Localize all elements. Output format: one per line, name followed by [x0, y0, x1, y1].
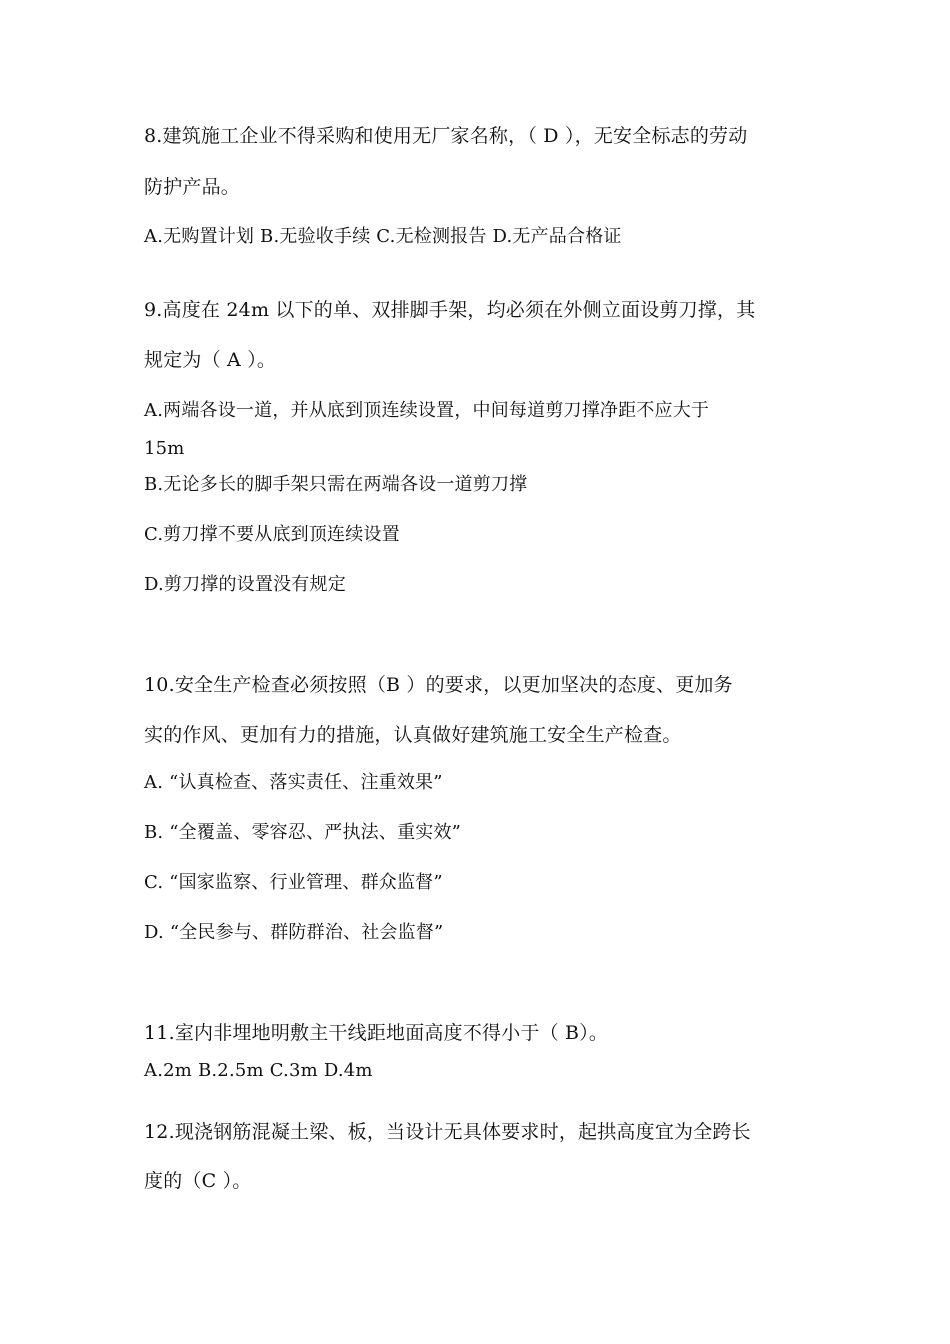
question-9-option-c: C.剪刀撑不要从底到顶连续设置 [144, 524, 400, 545]
question-9-option-d: D.剪刀撑的设置没有规定 [144, 574, 346, 595]
question-10-option-c: C. “国家监察、行业管理、群众监督” [144, 872, 443, 893]
question-12-stem-line-1: 12.现浇钢筋混凝土梁、板，当设计无具体要求时，起拱高度宜为全跨长 [144, 1121, 751, 1143]
question-9-option-a-cont: 15m [144, 438, 185, 459]
question-8-options: A.无购置计划 B.无验收手续 C.无检测报告 D.无产品合格证 [144, 226, 622, 247]
question-10-option-b: B. “全覆盖、零容忍、严执法、重实效” [144, 822, 462, 843]
question-10-stem-line-1: 10.安全生产检查必须按照（B ）的要求，以更加坚决的态度、更加务 [144, 674, 733, 696]
question-9-option-a: A.两端各设一道，并从底到顶连续设置，中间每道剪刀撑净距不应大于 [144, 400, 710, 421]
question-9-stem-line-1: 9.高度在 24m 以下的单、双排脚手架，均必须在外侧立面设剪刀撑，其 [144, 299, 756, 321]
question-10-option-d: D. “全民参与、群防群治、社会监督” [144, 922, 444, 943]
question-11-stem: 11.室内非埋地明敷主干线距地面高度不得小于（ B）。 [144, 1022, 609, 1044]
question-11-options: A.2m B.2.5m C.3m D.4m [144, 1060, 373, 1081]
question-8-stem-line-1: 8.建筑施工企业不得采购和使用无厂家名称，（ D ），无安全标志的劳动 [144, 125, 748, 147]
question-8-stem-line-2: 防护产品。 [144, 176, 241, 198]
question-10-option-a: A. “认真检查、落实责任、注重效果” [144, 772, 443, 793]
question-10-stem-line-2: 实的作风、更加有力的措施，认真做好建筑施工安全生产检查。 [144, 724, 682, 746]
question-9-stem-line-2: 规定为（ A ）。 [144, 349, 277, 371]
question-12-stem-line-2: 度的（C ）。 [144, 1170, 252, 1192]
question-9-option-b: B.无论多长的脚手架只需在两端各设一道剪刀撑 [144, 474, 528, 495]
